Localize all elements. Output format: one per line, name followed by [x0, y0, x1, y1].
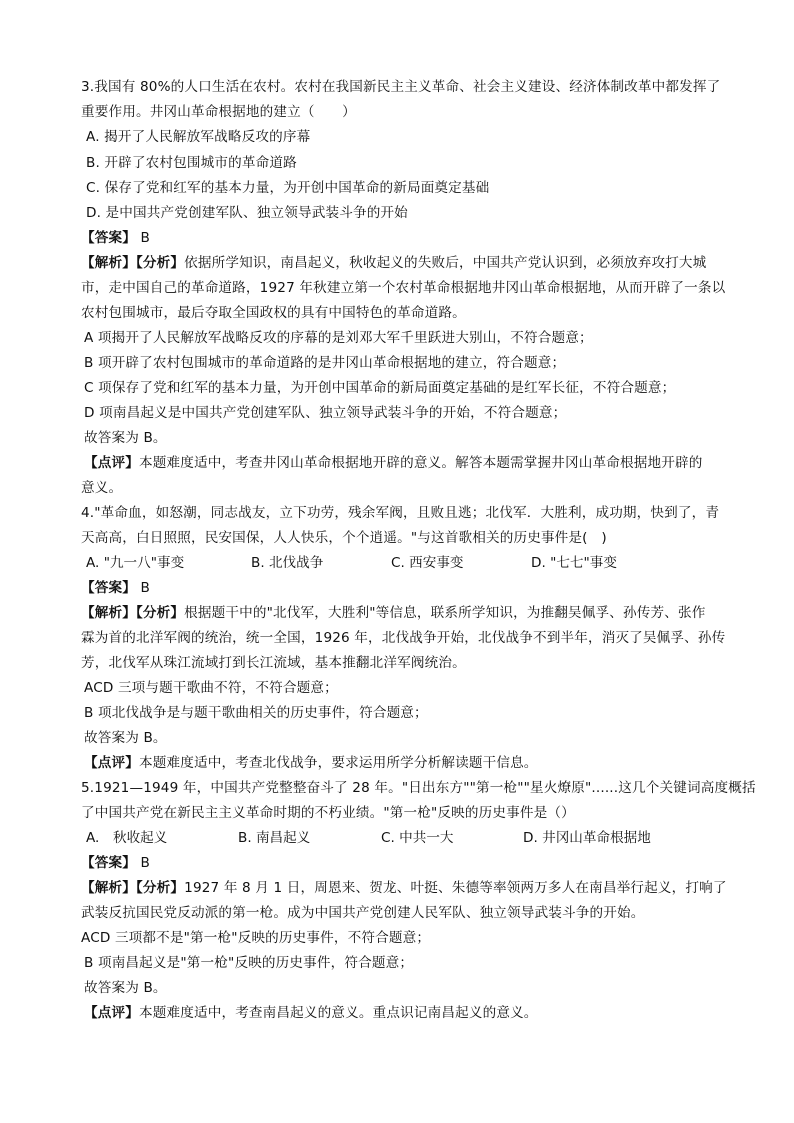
q5-analysis-line-2: 武装反抗国民党反动派的第一枪。成为中国共产党创建人民军队、独立领导武装斗争的开始。: [81, 905, 645, 921]
comment-text: 本题难度适中，考查井冈山革命根据地开辟的意义。解答本题需掌握井冈山革命根据地开辟的: [138, 455, 703, 471]
q3-option-a: A. 揭开了人民解放军战略反攻的序幕: [86, 129, 311, 145]
comment-label: 【点评】: [84, 755, 139, 771]
answer-value: B: [140, 230, 150, 246]
answer-label: 【答案】: [81, 230, 136, 246]
q3-analysis-a: A 项揭开了人民解放军战略反攻的序幕的是刘邓大军千里跃进大别山，不符合题意；: [84, 330, 593, 346]
q3-analysis-c: C 项保存了党和红军的基本力量，为开创中国革命的新局面奠定基础的是红军长征，不符合题意；: [84, 380, 676, 396]
q3-analysis-b: B 项开辟了农村包围城市的革命道路的是井冈山革命根据地的建立，符合题意；: [84, 355, 566, 371]
q4-conclusion: 故答案为 B。: [84, 730, 167, 746]
q5-stem-line-2: 了中国共产党在新民主主义革命时期的不朽业绩。"第一枪"反映的历史事件是（）: [81, 805, 575, 821]
q4-option-a: A. "九一八"事变: [86, 555, 185, 571]
q5-conclusion: 故答案为 B。: [84, 980, 167, 996]
comment-text: 本题难度适中，考查北伐战争，要求运用所学分析解读题干信息。: [138, 755, 538, 771]
q5-option-b: B. 南昌起义: [238, 830, 311, 846]
analysis-label: 【解析】【分析】: [81, 880, 185, 896]
q5-analysis-acd: ACD 三项都不是"第一枪"反映的历史事件，不符合题意；: [81, 930, 431, 946]
answer-value: B: [140, 855, 150, 871]
answer-label: 【答案】: [81, 580, 136, 596]
q4-stem-line-1: 4."革命血，如怒潮，同志战友，立下功劳，残余军阀，且败且逃；北伐军．大胜利，成功期，快到了，青: [81, 505, 720, 521]
q4-analysis-line-3: 芳，北伐军从珠江流域打到长江流域，基本推翻北洋军阀统治。: [81, 655, 466, 671]
analysis-label: 【解析】【分析】: [81, 605, 185, 621]
q3-analysis-line-1: [81, 254, 721, 272]
analysis-text: 根据题干中的"北伐军，大胜利"等信息，联系所学知识，为推翻吴佩孚、孙传芳、张作: [184, 605, 706, 621]
q4-option-c: C. 西安事变: [391, 555, 464, 571]
answer-value: B: [140, 580, 150, 596]
q4-analysis-line-2: 霖为首的北洋军阀的统治，统一全国，1926 年，北伐战争开始，北伐战争不到半年，消灭了吴佩孚、孙传: [81, 630, 726, 646]
q3-option-d: D. 是中国共产党创建军队、独立领导武装斗争的开始: [86, 205, 408, 221]
q5-analysis-line-1: [81, 879, 727, 897]
q4-analysis-acd: ACD 三项与题干歌曲不符，不符合题意；: [84, 680, 338, 696]
answer-label: 【答案】: [81, 855, 136, 871]
q3-stem-line-1: 3.我国有 80%的人口生活在农村。农村在我国新民主主义革命、社会主义建设、经济体制改革中都发挥了: [81, 79, 721, 95]
q5-analysis-b: B 项南昌起义是"第一枪"反映的历史事件，符合题意；: [84, 955, 414, 971]
q5-option-d: D. 井冈山革命根据地: [523, 830, 651, 846]
analysis-text: 1927 年 8 月 1 日，周恩来、贺龙、叶挺、朱德等率领两万多人在南昌举行起义，打响了: [184, 880, 727, 896]
q5-answer: [81, 854, 721, 872]
q3-analysis-line-2: 市，走中国自己的革命道路，1927 年秋建立第一个农村革命根据地井冈山革命根据地，从而开辟了一条以: [81, 280, 726, 296]
q5-option-c: C. 中共一大: [381, 830, 454, 846]
analysis-text: 依据所学知识，南昌起义，秋收起义的失败后，中国共产党认识到，必须放弃攻打大城: [184, 255, 707, 271]
comment-label: 【点评】: [84, 455, 139, 471]
q3-comment-line-2: 意义。: [81, 480, 123, 496]
comment-text: 本题难度适中，考查南昌起义的意义。重点识记南昌起义的意义。: [138, 1005, 538, 1021]
q4-analysis-b: B 项北伐战争是与题干歌曲相关的历史事件，符合题意；: [84, 705, 428, 721]
q4-option-b: B. 北伐战争: [251, 555, 324, 571]
analysis-label: 【解析】【分析】: [81, 255, 185, 271]
comment-label: 【点评】: [84, 1005, 139, 1021]
q3-analysis-d: D 项南昌起义是中国共产党创建军队、独立领导武装斗争的开始，不符合题意；: [84, 405, 567, 421]
q5-stem-line-1: 5.1921—1949 年，中国共产党整整奋斗了 28 年。"日出东方""第一枪""星火燎原"......这几个关键词高度概括: [81, 780, 756, 796]
q4-option-d: D. "七七"事变: [531, 555, 617, 571]
q3-answer: [81, 229, 721, 247]
q5-comment-line-1: [84, 1004, 724, 1022]
q3-stem-line-2: 重要作用。井冈山革命根据地的建立（ ）: [81, 104, 356, 120]
q3-option-b: B. 开辟了农村包围城市的革命道路: [86, 155, 297, 171]
q3-option-c: C. 保存了党和红军的基本力量，为开创中国革命的新局面奠定基础: [86, 180, 490, 196]
q3-analysis-line-3: 农村包围城市，最后夺取全国政权的具有中国特色的革命道路。: [81, 305, 466, 321]
q3-comment-line-1: [84, 454, 724, 472]
q4-comment-line-1: [84, 754, 724, 772]
q4-stem-line-2: 天高高，白日照照，民安国保，人人快乐，个个逍遥。"与这首歌相关的历史事件是( ): [81, 530, 607, 546]
q4-answer: [81, 579, 721, 597]
q5-option-a: A. 秋收起义: [86, 830, 168, 846]
q4-analysis-line-1: [81, 604, 721, 622]
q3-conclusion: 故答案为 B。: [84, 430, 167, 446]
